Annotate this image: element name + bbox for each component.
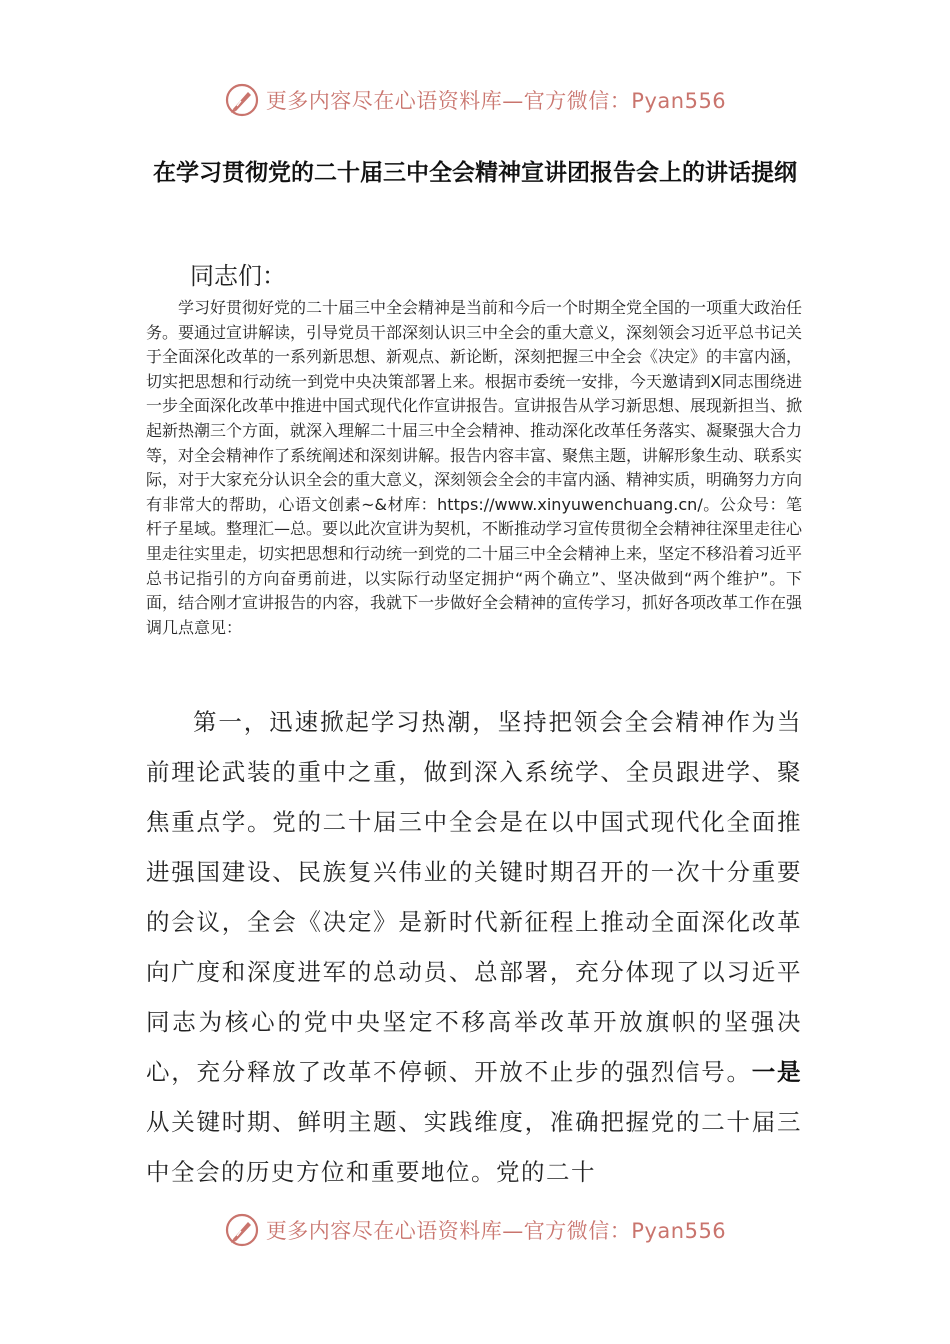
first-point-text: 第一，迅速掀起学习热潮，坚持把领会全会精神作为当前理论武装的重中之重，做到深入系统学、全员跟进学、聚焦重点学。党的二十届三中全会是在以中国式现代化全面推进强国建设、民族复兴伟业的关键时期召开的一次十分重要的会议，全会《决定》是新时代新征程上推动全面深化改革向广度和深度进军的总动员、总部署，充分体现了以习近平同志为核心的党中央坚定不移高举改革开放旗帜的坚强决心，充分释放了改革不停顿、开放不止步的强烈信号。 — [146, 708, 802, 1086]
salutation: 同志们： — [190, 262, 286, 290]
first-point-paragraph — [146, 697, 802, 1197]
first-point-bold-marker: 一是 — [751, 1058, 803, 1086]
page-title: 在学习贯彻党的二十届三中全会精神宣讲团报告会上的讲话提纲 — [153, 160, 797, 186]
fountain-pen-logo-icon — [224, 1212, 260, 1248]
footer-watermark-banner — [0, 1210, 950, 1250]
header-watermark-banner — [0, 80, 950, 120]
banner-text: 更多内容尽在心语资料库—官方微信：Pyan556 — [265, 1219, 727, 1243]
first-point-tail: 从关键时期、鲜明主题、实践维度，准确把握党的二十届三中全会的历史方位和重要地位。党的二十 — [146, 1108, 802, 1186]
intro-paragraph: 学习好贯彻好党的二十届三中全会精神是当前和今后一个时期全党全国的一项重大政治任务。要通过宣讲解读，引导党员干部深刻认识三中全会的重大意义，深刻领会习近平总书记关于全面深化改革的一系列新思想、新观点、新论断，深刻把握三中全会《决定》的丰富内涵，切实把思想和行动统一到党中央决策部署上来。根据市委统一安排，今天邀请到X同志围绕进一步全面深化改革中推进中国式现代化作宣讲报告。宣讲报告从学习新思想、展现新担当、掀起新热潮三个方面，就深入理解二十届三中全会精神、推动深化改革任务落实、凝聚强大合力等，对全会精神作了系统阐述和深刻讲解。报告内容丰富、聚焦主题，讲解形象生动、联系实际，对于大家充分认识全会的重大意义，深刻领会全会的丰富内涵、精神实质，明确努力方向有非常大的帮助，心语文创素~&材库：https://www.xinyuwenchuang.cn/。公众号：笔杆子星域。整理汇—总。要以此次宣讲为契机，不断推动学习宣传贯彻全会精神往深里走往心里走往实里走，切实把思想和行动统一到党的二十届三中全会精神上来，坚定不移沿着习近平总书记指引的方向奋勇前进，以实际行动坚定拥护“两个确立”、坚决做到“两个维护”。下面，结合刚才宣讲报告的内容，我就下一步做好全会精神的宣传学习，抓好各项改革工作在强调几点意见： — [146, 298, 803, 637]
fountain-pen-logo-icon — [224, 82, 260, 118]
banner-text: 更多内容尽在心语资料库—官方微信：Pyan556 — [265, 89, 727, 113]
